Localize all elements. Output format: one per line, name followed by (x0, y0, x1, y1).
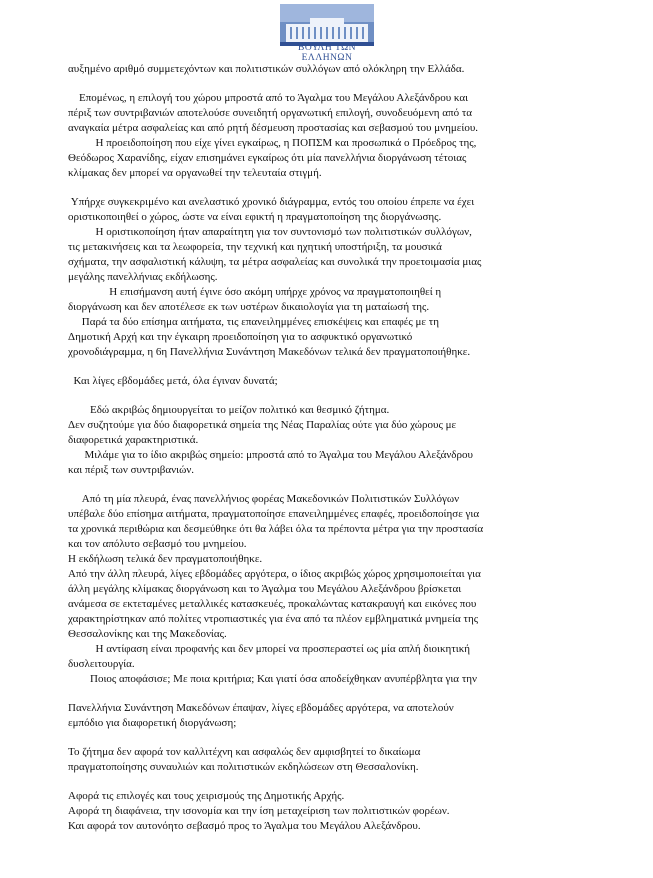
paragraph: Η αντίφαση είναι προφανής και δεν μπορεί να προσπεραστεί ως μία απλή διοικητική δυσλειτουργία. (68, 643, 470, 670)
paragraph: Εδώ ακριβώς δημιουργείται το μείζον πολιτικό και θεσμικό ζήτημα. Δεν συζητούμε για δύο διαφορετικά σημεία της Νέας Παραλίας ούτε για δύο χώρους με διαφορετικά χαρακτηριστικά. (68, 404, 457, 446)
paragraph: Πανελλήνια Συνάντηση Μακεδόνων έπαψαν, λίγες εβδομάδες αργότερα, να αποτελούν εμπόδιο για διαφορετική διοργάνωση; (68, 702, 454, 729)
paragraph: Αφορά τις επιλογές και τους χειρισμούς της Δημοτικής Αρχής. Αφορά τη διαφάνεια, την ισονομία και την ίση μεταχείριση των πολιτιστικών φορέων. Και αφορά τον αυτονόητο σεβασμό προς το Άγαλμα του Μεγάλου Αλεξάνδρου. (68, 790, 450, 832)
paragraph: Ποιος αποφάσισε; Με ποια κριτήρια; Και γιατί όσα αποδείχθηκαν ανυπέρβλητα για την (68, 673, 477, 685)
paragraph: Η οριστικοποίηση ήταν απαραίτητη για τον συντονισμό των πολιτιστικών συλλόγων, τις μετακινήσεις και τα λεωφορεία, την τεχνική και ηχητική υποστήριξη, τα μουσικά σχήματα, την ασφαλιστική κάλυψη, τα μέτρα ασφαλείας και συνολικά την προετοιμασία μιας μεγάλης πανελλήνιας εκδήλωσης. (68, 226, 482, 283)
paragraph: Από τη μία πλευρά, ένας πανελλήνιος φορέας Μακεδονικών Πολιτιστικών Συλλόγων υπέβαλε δύο επίσημα αιτήματα, πραγματοποίησε επανειλημμένες επαφές, προειδοποίησε για τα χρονικά περιθώρια και δεσμεύθηκε ότι θα λάβει όλα τα πρέποντα μέτρα για την προστασία και τον απόλυτο σεβασμό του μνημείου. Η εκδήλωση τελικά δεν πραγματοποιήθηκε. Από την άλλη πλευρά, λίγες εβδομάδες αργότερα, ο ίδιος ακριβώς χώρος χρησιμοποιείται για άλλη μεγάλης κλίμακας διοργάνωση και το Άγαλμα του Μεγάλου Αλεξάνδρου βρίσκεται ανάμεσα σε εκτεταμένες μεταλλικές κατασκευές, προκαλώντας κατακραυγή και εικόνες που χαρακτηρίστηκαν από πολίτες ντροπιαστικές για ένα από τα πλέον εμβληματικά μνημεία της Θεσσαλονίκης και της Μακεδονίας. (68, 493, 484, 640)
paragraph: Μιλάμε για το ίδιο ακριβώς σημείο: μπροστά από το Άγαλμα του Μεγάλου Αλεξάνδρου και πέριξ των συντριβανιών. (68, 449, 473, 476)
paragraph: Η προειδοποίηση που είχε γίνει εγκαίρως, η ΠΟΠΣΜ και προσωπικά ο Πρόεδρος της, Θεόδωρος Χαρανίδης, είχαν επισημάνει εγκαίρως ότι μία πανελλήνια διοργάνωση τέτοιας κλίμακας δεν μπορεί να οργανωθεί την τελευταία στιγμή. (68, 137, 477, 179)
paragraph: Και λίγες εβδομάδες μετά, όλα έγιναν δυνατά; (68, 375, 278, 387)
logo-text: ΒΟΥΛΗ ΤΩΝ ΕΛΛΗΝΩΝ (297, 43, 357, 63)
paragraph: Υπήρχε συγκεκριμένο και ανελαστικό χρονικό διάγραμμα, εντός του οποίου έπρεπε να έχει οριστικοποιηθεί ο χώρος, ώστε να είναι εφικτή η πραγματοποίηση της διοργάνωσης. (68, 196, 475, 223)
paragraph: Η επισήμανση αυτή έγινε όσο ακόμη υπήρχε χρόνος να πραγματοποιηθεί η διοργάνωση και δεν αποτέλεσε εκ των υστέρων δικαιολογία για τη ματαίωσή της. (68, 286, 442, 313)
parliament-logo (272, 0, 382, 63)
paragraph: Παρά τα δύο επίσημα αιτήματα, τις επανειλημμένες επισκέψεις και επαφές με τη Δημοτική Αρχή και την έγκαιρη προειδοποίηση για το ασφυκτικό οργανωτικό χρονοδιάγραμμα, η 6η Πανελλήνια Συνάντηση Μακεδόνων τελικά δεν πραγματοποιήθηκε. (68, 316, 471, 358)
paragraph: Επομένως, η επιλογή του χώρου μπροστά από το Άγαλμα του Μεγάλου Αλεξάνδρου και πέριξ των συντριβανιών αποτελούσε συνειδητή οργανωτική επιλογή, συνοδευόμενη από τα αναγκαία μέτρα ασφαλείας και από ρητή δέσμευση προστασίας και σεβασμού του μνημείου. (68, 92, 479, 134)
paragraph: Το ζήτημα δεν αφορά τον καλλιτέχνη και ασφαλώς δεν αμφισβητεί το δικαίωμα πραγματοποίησης συναυλιών και πολιτιστικών εκδηλώσεων στη Θεσσαλονίκη. (68, 746, 421, 773)
paragraph: αυξημένο αριθμό συμμετεχόντων και πολιτιστικών συλλόγων από ολόκληρη την Ελλάδα. (68, 63, 465, 75)
parliament-building-icon (280, 4, 374, 46)
document-body (68, 62, 588, 834)
